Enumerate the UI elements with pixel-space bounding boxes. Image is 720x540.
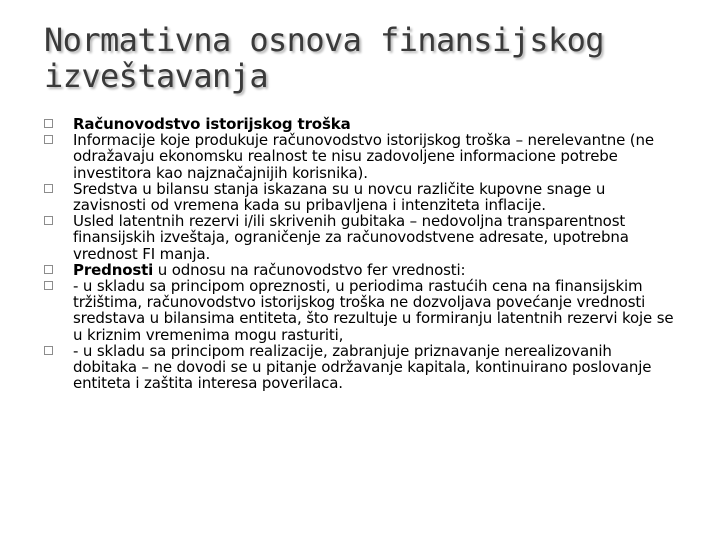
bullet-text: Informacije koje produkuje računovodstvo istorijskog troška – nerelevantne (ne odražavaju ekonomsku realnost te nisu zadovoljene informacione potrebe investitora kao najznačajnijih korisnika).: [73, 131, 654, 182]
bullet-text: - u skladu sa principom realizacije, zabranjuje priznavanje nerealizovanih dobitaka – ne dovodi se u pitanje održavanje kapitala, kontinuirano poslovanje entiteta i zaštita interesa poverilaca.: [73, 341, 652, 393]
bullet-square-icon: [44, 135, 53, 144]
bullet-item: [44, 181, 680, 213]
bullet-list: [44, 116, 680, 391]
bullet-text: u odnosu na računovodstvo fer vrednosti:: [153, 260, 466, 279]
bullet-text: - u skladu sa principom opreznosti, u periodima rastućih cena na finansijskim tržištima, računovodstvo istorijskog troška ne dozvoljava povećanje vrednosti sredstava u bilansima entiteta, što rezultuje u formiranju latentnih rezervi koje se u kriznim vremenima mogu rasturiti,: [73, 277, 674, 344]
bullet-square-icon: [44, 119, 53, 128]
bullet-text: Sredstva u bilansu stanja iskazana su u novcu različite kupovne snage u zavisnosti od vremena kada su pribavljena i intenziteta inflacije.: [73, 179, 606, 215]
bullet-item: [44, 343, 680, 392]
bullet-item: [44, 132, 680, 181]
bullet-square-icon: [44, 281, 53, 290]
bullet-item: [44, 116, 680, 132]
bullet-square-icon: [44, 346, 53, 355]
bullet-item: [44, 262, 680, 278]
bullet-item: [44, 278, 680, 343]
bullet-lead: Računovodstvo istorijskog troška: [73, 115, 351, 133]
bullet-lead: Prednosti: [73, 260, 154, 279]
bullet-square-icon: [44, 265, 53, 274]
slide-title: Normativna osnova finansijskog izveštavanja: [44, 21, 604, 95]
bullet-square-icon: [44, 184, 53, 193]
bullet-item: [44, 213, 680, 262]
bullet-text: Usled latentnih rezervi i/ili skrivenih gubitaka – nedovoljna transparentnost finansijskih izveštaja, ograničenje za računovodstvene adresate, upotrebna vrednost FI manja.: [73, 212, 629, 263]
bullet-square-icon: [44, 216, 53, 225]
